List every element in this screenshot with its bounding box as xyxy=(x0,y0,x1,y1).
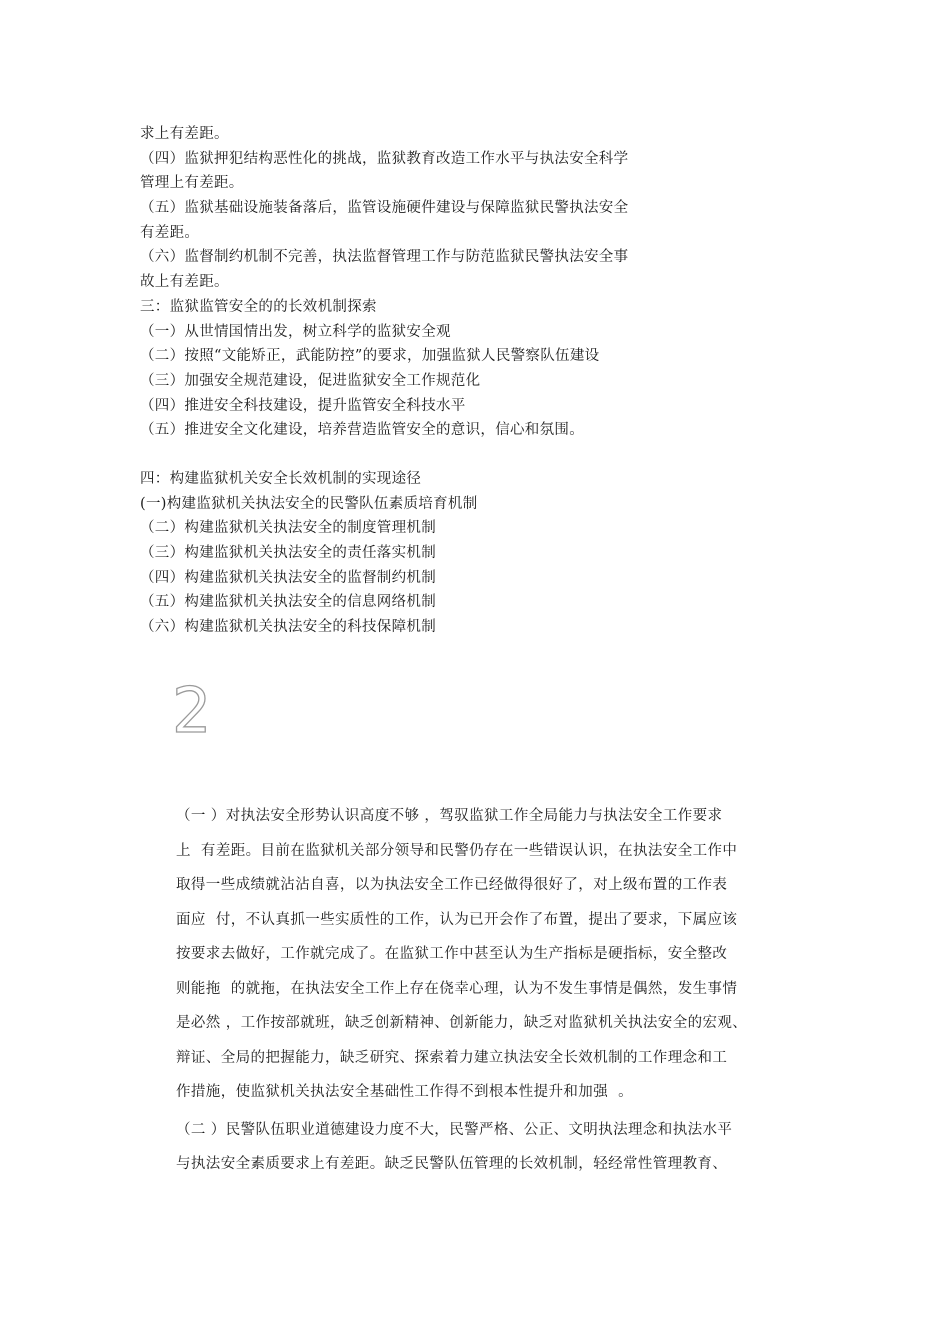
paragraph-2 xyxy=(176,1113,826,1182)
outline-line: （六）监督制约机制不完善，执法监督管理工作与防范监狱民警执法安全事 xyxy=(140,249,629,266)
page-number: 2 xyxy=(172,674,212,747)
section-heading-3: 三：监狱监管安全的的长效机制探索 xyxy=(140,298,377,315)
paragraph-line: 是必然 ，工作按部就班，缺乏创新精神、创新能力，缺乏对监狱机关执法安全的宏观、 xyxy=(176,1015,748,1031)
paragraph-1 xyxy=(176,799,826,1110)
outline-line: （四）推进安全科技建设，提升监管安全科技水平 xyxy=(140,397,466,414)
blank-line xyxy=(140,443,720,467)
paragraph-line: 与执法安全素质要求上有差距。缺乏民警队伍管理的长效机制，轻经常性管理教育、 xyxy=(176,1156,728,1172)
outline-line: 求上有差距。 xyxy=(140,126,229,142)
outline-section xyxy=(140,122,720,640)
paragraph-line: 则能拖 的就拖，在执法安全工作上存在侥幸心理，认为不发生事情是偶然，发生事情 xyxy=(176,980,738,997)
outline-line: （五）监狱基础设施装备落后，监管设施硬件建设与保障监狱民警执法安全 xyxy=(140,200,629,217)
outline-line: （四）监狱押犯结构恶性化的挑战，监狱教育改造工作水平与执法安全科学 xyxy=(140,150,629,167)
paragraph-line: 作措施，使监狱机关执法安全基础性工作得不到根本性提升和加强 。 xyxy=(176,1084,634,1100)
outline-line: （五）构建监狱机关执法安全的信息网络机制 xyxy=(140,594,436,611)
outline-line: （五）推进安全文化建设，培养营造监管安全的意识，信心和氛围。 xyxy=(140,422,584,439)
body-text xyxy=(176,799,826,1182)
outline-line: （一）从世情国情出发，树立科学的监狱安全观 xyxy=(140,323,451,340)
paragraph-line: （一 ）对执法安全形势认识高度不够 ，驾驭监狱工作全局能力与执法安全工作要求 xyxy=(176,808,723,824)
outline-line: （二）构建监狱机关执法安全的制度管理机制 xyxy=(140,520,436,537)
paragraph-line: 辩证、全局的把握能力，缺乏研究、探索着力建立执法安全长效机制的工作理念和工 xyxy=(176,1049,728,1066)
outline-line: (一)构建监狱机关执法安全的民警队伍素质培育机制 xyxy=(140,495,478,512)
outline-line: （四）构建监狱机关执法安全的监督制约机制 xyxy=(140,569,436,586)
outline-line: 有差距。 xyxy=(140,224,200,241)
section-heading-4: 四：构建监狱机关安全长效机制的实现途径 xyxy=(140,470,422,487)
outline-line: （二）按照“文能矫正，武能防控”的要求，加强监狱人民警察队伍建设 xyxy=(140,348,600,365)
paragraph-line: （二 ）民警队伍职业道德建设力度不大，民警严格、公正、文明执法理念和执法水平 xyxy=(176,1121,733,1138)
paragraph-line: 上 有差距。目前在监狱机关部分领导和民警仍存在一些错误认识，在执法安全工作中 xyxy=(176,842,738,859)
outline-line: 管理上有差距。 xyxy=(140,175,244,192)
outline-line: （三）构建监狱机关执法安全的责任落实机制 xyxy=(140,545,436,561)
outline-line: （三）加强安全规范建设，促进监狱安全工作规范化 xyxy=(140,372,481,389)
paragraph-line: 取得一些成绩就沾沾自喜，以为执法安全工作已经做得很好了，对上级布置的工作表 xyxy=(176,877,728,893)
outline-line: 故上有差距。 xyxy=(140,274,229,291)
paragraph-line: 按要求去做好，工作就完成了。在监狱工作中甚至认为生产指标是硬指标，安全整改 xyxy=(176,946,728,962)
outline-line: （六）构建监狱机关执法安全的科技保障机制 xyxy=(140,619,436,636)
paragraph-line: 面应 付，不认真抓一些实质性的工作，认为已开会作了布置，提出了要求，下属应该 xyxy=(176,911,738,928)
